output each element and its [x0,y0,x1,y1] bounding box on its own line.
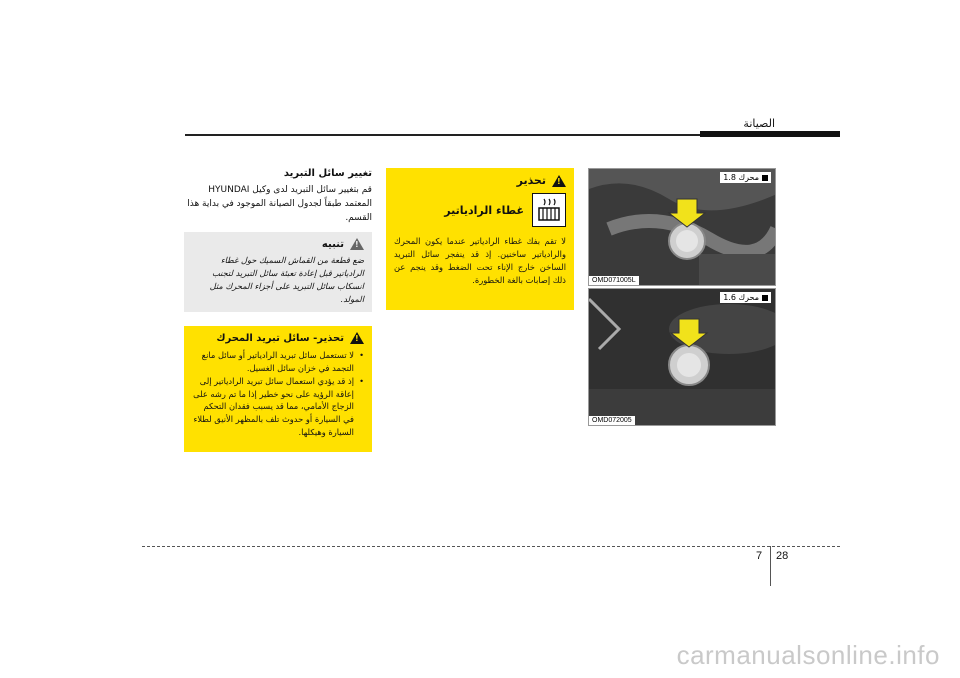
coolant-change-title: تغيير سائل التبريد [283,168,372,179]
radiator-hot-icon [532,193,566,227]
engine-label-2 [720,292,771,303]
square-bullet-icon [762,175,768,181]
engine-bay-illustration-1 [589,169,776,286]
caution-heading-row [192,332,364,344]
caution-list [192,349,364,439]
chapter-number: 7 [756,550,763,562]
footer-rule [142,546,840,547]
notice-box [184,232,372,312]
engine-photo-1 [588,168,776,286]
warning-heading-row [394,174,566,187]
warning-triangle-icon [552,175,566,187]
radiator-cap-warning-box [386,168,574,310]
radiator-hot-icon-svg [535,196,563,224]
notice-heading-row [192,238,364,250]
notice-body: ضع قطعة من القماش السميك حول غطاء الرادياتير قبل إعادة تعبئة سائل التبريد لتجنب انسكاب سائل التبريد على أجزاء المحرك مثل المولد. [209,255,364,304]
warning-subheading: غطاء الرادياتير [444,203,524,217]
caution-item: • لا تستعمل سائل تبريد الرادياتير أو سائل مانع التجمد في خزان سائل الغسيل. [192,349,364,375]
engine-photo-2 [588,288,776,426]
engine-label-1 [720,172,771,183]
photo-code-2: OMD072005 [589,416,635,425]
engine-label-text: محرك 1.8 [723,173,759,182]
notice-heading: تنبيه [321,238,344,250]
coolant-caution-box [184,326,372,452]
engine-bay-illustration-2 [589,289,776,426]
caution-item: • إذ قد يؤدي استعمال سائل تبريد الرادياتير إلى إعاقة الرؤية على نحو خطير إذا ما تم رشه على الزجاج الأمامي، مما قد يسبب فقدان التحكم في السيارة أو حدوث تلف بالمظهر الأنيق لطلاء السيارة وهيكلها. [192,375,364,439]
caution-heading: تحذير- سائل تبريد المحرك [216,332,344,344]
caution-triangle-icon [350,332,364,344]
warning-body: لا تقم بفك غطاء الرادياتير عندما يكون المحرك والرادياتير ساخنين. إذ قد ينفجر سائل التبريد الساخن خارج الإناء تحت الضغط وقد ينجم عن ذلك إصابات بالغة الخطورة. [394,236,566,285]
header-rule-accent [700,131,840,137]
warning-subheading-row [394,193,566,227]
warning-heading: تحذير [516,174,546,187]
watermark: carmanualsonline.info [676,640,940,670]
footer-divider [770,546,771,586]
photo-code-1: OMD071005L [589,276,639,285]
coolant-change-body: قم بتغيير سائل التبريد لدى وكيل HYUNDAI المعتمد طبقاً لجدول الصيانة الموجود في بداية هذا القسم. [187,185,372,223]
page-number: 28 [776,550,789,562]
section-title: الصيانة [743,117,775,130]
notice-triangle-icon [350,238,364,250]
square-bullet-icon [762,295,768,301]
engine-label-text: محرك 1.6 [723,293,759,302]
